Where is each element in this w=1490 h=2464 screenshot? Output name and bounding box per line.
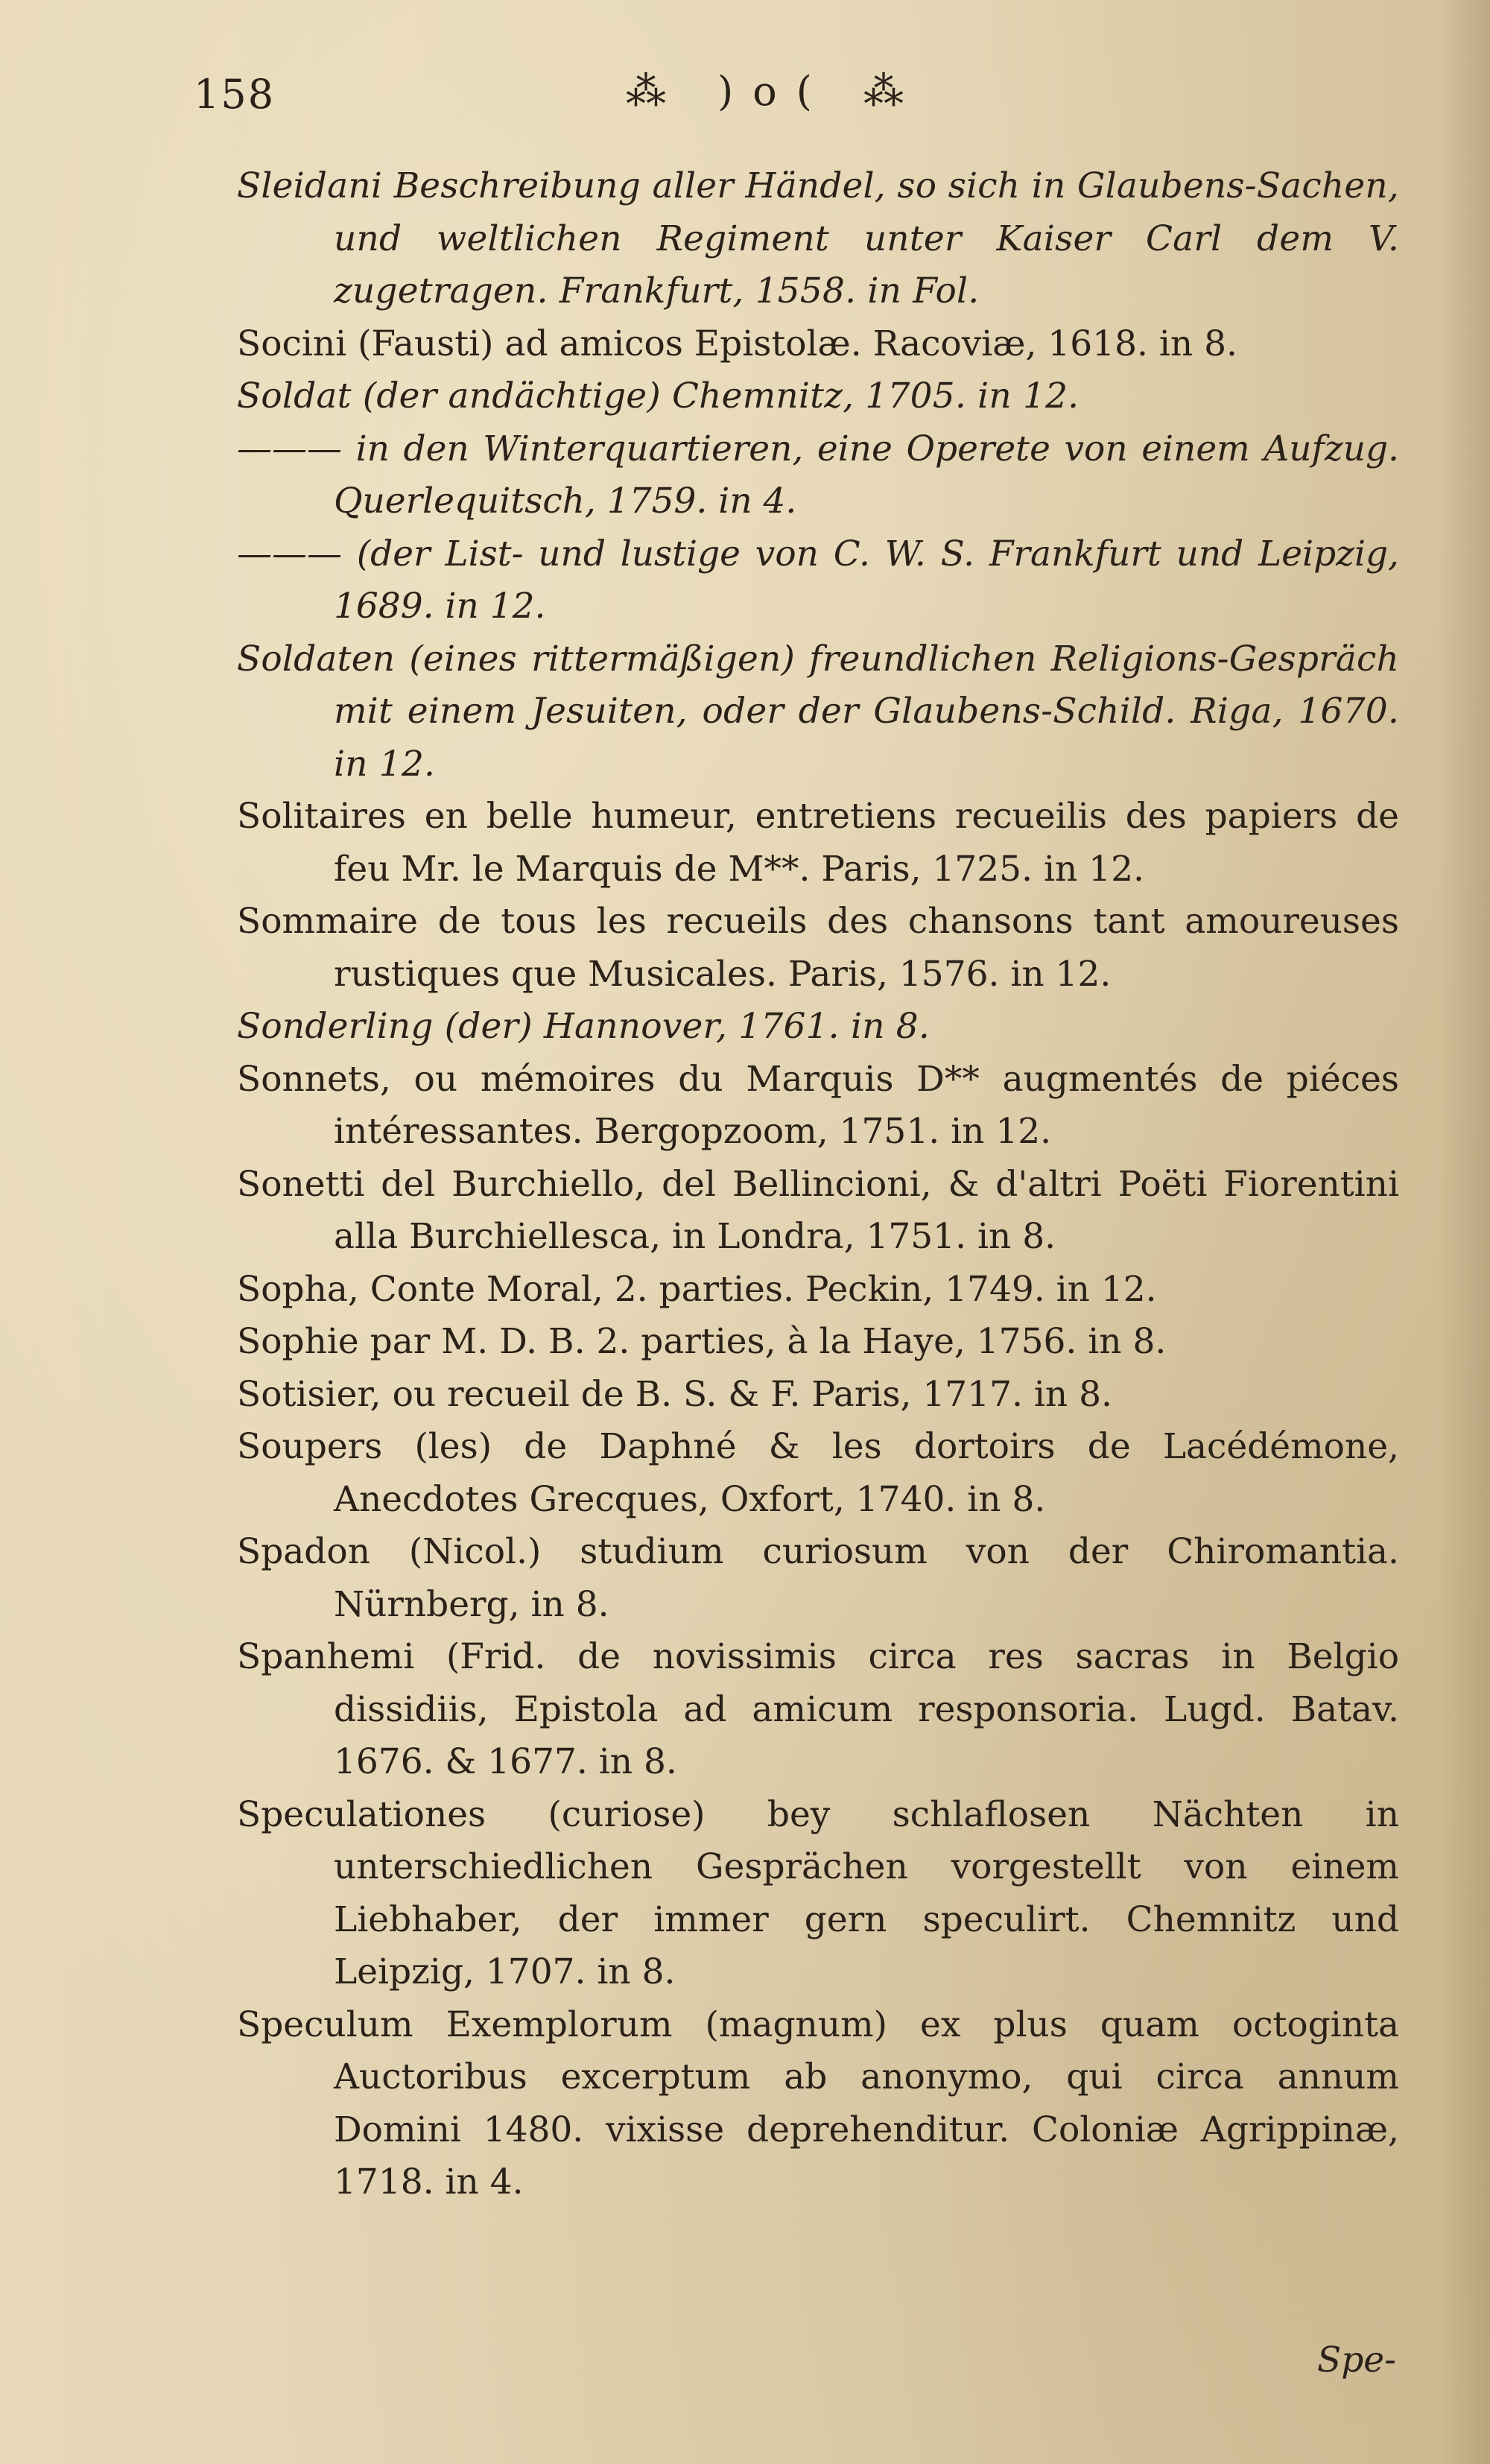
- catalog-entry: Sopha, Conte Moral, 2. parties. Peckin, 1749. in 12.: [237, 1268, 1157, 1310]
- catalog-entry: Soldat (der andächtige) Chemnitz, 1705. in 12.: [237, 376, 1080, 417]
- page-number: 158: [194, 71, 276, 118]
- catalog-entry: Sommaire de tous les recueils des chansons tant amoureuses rustiques que Musicales. Paris, 1576. in 12.: [237, 901, 1399, 995]
- catchword: Spe-: [1317, 2340, 1396, 2381]
- catalog-entry: ——— in den Winterquartieren, eine Operete von einem Aufzug. Querlequitsch, 1759. in 4.: [237, 428, 1399, 522]
- catalog-entry: Soupers (les) de Daphné & les dortoirs de Lacédémone, Anecdotes Grecques, Oxfort, 1740. in 8.: [237, 1426, 1399, 1520]
- catalog-entry: Sonetti del Burchiello, del Bellincioni, & d'altri Poëti Fiorentini alla Burchiellesca, in Londra, 1751. in 8.: [237, 1163, 1399, 1257]
- catalog-entry: Sonnets, ou mémoires du Marquis D** augmentés de piéces intéressantes. Bergopzoom, 1751. in 12.: [237, 1058, 1399, 1152]
- catalog-entry: Soldaten (eines rittermäßigen) freundlichen Religions-Gespräch mit einem Jesuiten, oder der Glaubens-Schild. Riga, 1670. in 12.: [237, 638, 1399, 785]
- catalog-entry: Sotisier, ou recueil de B. S. & F. Paris, 1717. in 8.: [237, 1373, 1112, 1415]
- catalog-entry: Solitaires en belle humeur, entretiens recueilis des papiers de feu Mr. le Marquis de M**. Paris, 1725. in 12.: [237, 796, 1399, 890]
- catalog-entry: Spadon (Nicol.) studium curiosum von der Chiromantia. Nürnberg, in 8.: [237, 1531, 1399, 1625]
- catalog-entry: Sleidani Beschreibung aller Händel, so sich in Glaubens-Sachen, und weltlichen Regiment unter Kaiser Carl dem V. zugetragen. Frankfurt, 1558. in Fol.: [237, 165, 1399, 311]
- catalog-entry: Spanhemi (Frid. de novissimis circa res sacras in Belgio dissidiis, Epistola ad amicum responsoria. Lugd. Batav. 1676. & 1677. in 8.: [237, 1636, 1399, 1782]
- catalog-entry: Socini (Fausti) ad amicos Epistolæ. Racoviæ, 1618. in 8.: [237, 323, 1237, 364]
- catalog-entry: Sophie par M. D. B. 2. parties, à la Haye, 1756. in 8.: [237, 1321, 1167, 1362]
- catalog-entry: Speculationes (curiose) bey schlaflosen Nächten in unterschiedlichen Gesprächen vorgestellt von einem Liebhaber, der immer gern speculirt. Chemnitz und Leipzig, 1707. in 8.: [237, 1793, 1399, 1992]
- catalog-entry: Sonderling (der) Hannover, 1761. in 8.: [237, 1006, 931, 1047]
- page-edge-shadow: [1438, 0, 1490, 2464]
- header-ornament: ⁂ )o( ⁂: [626, 68, 923, 115]
- catalog-entry: ——— (der List- und lustige von C. W. S. Frankfurt und Leipzig, 1689. in 12.: [237, 533, 1399, 627]
- page-header: [194, 68, 1356, 130]
- catalog-entries: [237, 160, 1399, 2209]
- catalog-entry: Speculum Exemplorum (magnum) ex plus quam octoginta Auctoribus excerptum ab anonymo, qui circa annum Domini 1480. vixisse deprehenditur. Coloniæ Agrippinæ, 1718. in 4.: [237, 2004, 1399, 2202]
